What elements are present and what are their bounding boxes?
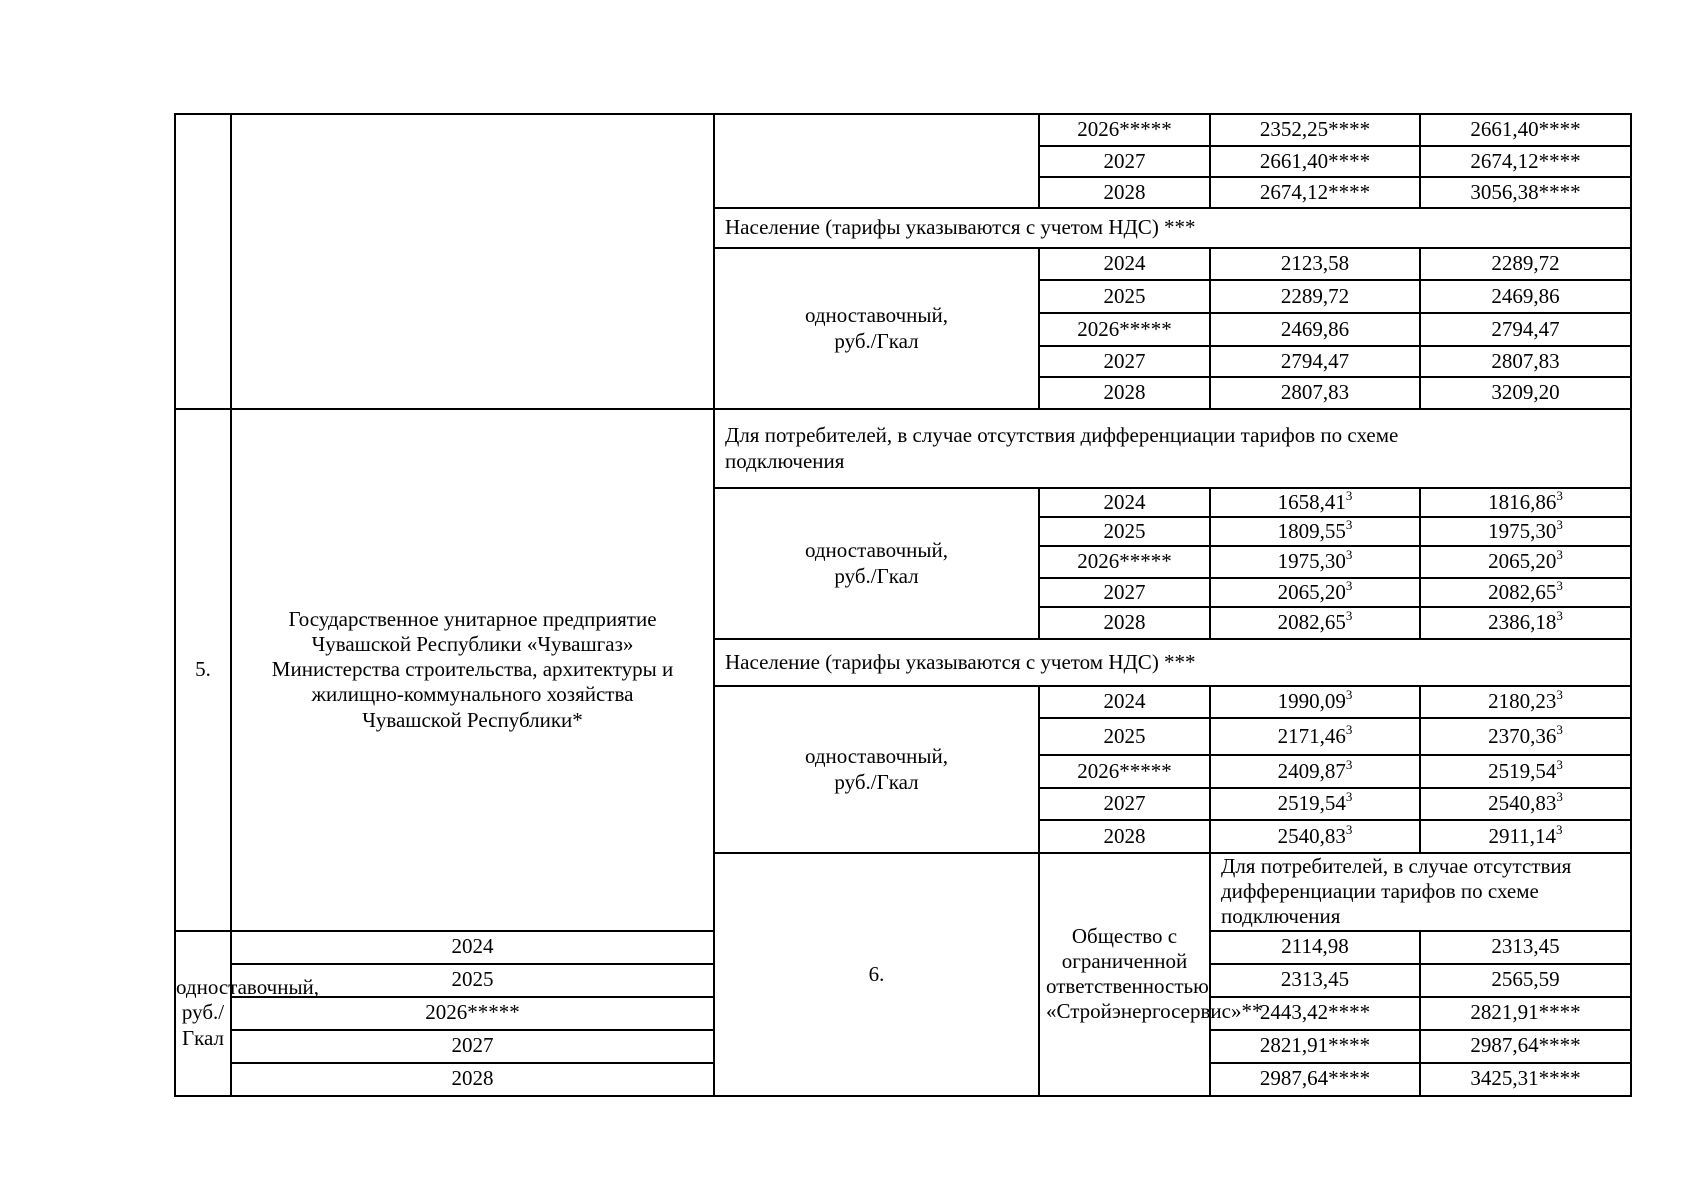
- tariff-second-half: [1420, 578, 1631, 607]
- rate-line: руб./Гкал: [181, 1000, 225, 1050]
- tariff-value: 1975,30: [1277, 549, 1346, 574]
- rate-line: одноставочный,: [176, 975, 320, 1000]
- year-cell: 2028: [1039, 177, 1210, 208]
- tariff-value: 2370,36: [1488, 723, 1557, 748]
- group-header: Население (тарифы указываются с учетом НДС) ***: [714, 639, 1631, 686]
- tariff-second-half: 3056,38****: [1420, 177, 1631, 208]
- tariff-second-half: [1420, 686, 1631, 718]
- tariff-second-half: 2313,45: [1420, 931, 1631, 964]
- year-cell: 2028: [1039, 607, 1210, 639]
- footnote-mark: 3: [1556, 789, 1563, 805]
- tariff-value: 2082,65: [1277, 610, 1346, 635]
- rate-cell: [714, 488, 1039, 639]
- footnote-mark: 3: [1556, 577, 1563, 593]
- tariff-value: 2065,20: [1488, 549, 1557, 574]
- rate-cell: [714, 114, 1039, 208]
- tariff-first-half: [1210, 686, 1420, 718]
- footnote-mark: 3: [1556, 547, 1563, 563]
- footnote-mark: 3: [1345, 516, 1353, 532]
- organization-line: Чувашской Республики «Чувашгаз»: [311, 632, 634, 656]
- tariff-first-half: 2313,45: [1210, 964, 1420, 997]
- rate-cell: [175, 931, 320, 1096]
- tariff-first-half: 2352,25****: [1210, 114, 1420, 146]
- tariff-second-half: 2674,12****: [1420, 146, 1631, 177]
- tariff-value: 2171,46: [1277, 723, 1346, 748]
- year-cell: 2027: [231, 1030, 714, 1063]
- footnote-mark: 3: [1345, 756, 1353, 772]
- tariff-first-half: [1210, 578, 1420, 607]
- rate-line: одноставочный,: [804, 538, 949, 563]
- tariff-first-half: [1210, 718, 1420, 755]
- tariff-first-half: [1210, 820, 1420, 853]
- tariff-first-half: 2114,98: [1210, 931, 1420, 964]
- group-header: [714, 409, 1631, 488]
- footnote-mark: 3: [1345, 487, 1353, 503]
- tariff-second-half: [1420, 546, 1631, 578]
- tariff-value: 2386,18: [1488, 610, 1557, 635]
- footnote-mark: 3: [1556, 687, 1563, 703]
- footnote-mark: 3: [1556, 721, 1563, 737]
- organization-line: жилищно-коммунального хозяйства: [311, 682, 634, 707]
- rate-line: руб./Гкал: [834, 328, 919, 353]
- year-cell: 2028: [1039, 820, 1210, 853]
- tariff-value: 2065,20: [1277, 579, 1346, 604]
- tariff-value: 1658,41: [1277, 489, 1346, 514]
- tariff-value: 2540,83: [1277, 823, 1346, 848]
- footnote-mark: 3: [1556, 487, 1563, 503]
- rate-line: руб./Гкал: [834, 769, 919, 794]
- tariff-value: 1990,09: [1277, 689, 1346, 714]
- tariff-second-half: 2661,40****: [1420, 114, 1631, 146]
- group-header: [1210, 853, 1631, 931]
- year-cell: 2024: [1039, 686, 1210, 718]
- tariff-first-half: 2674,12****: [1210, 177, 1420, 208]
- tariff-first-half: [1210, 488, 1420, 517]
- tariff-first-half: [1210, 607, 1420, 639]
- year-cell: 2024: [1039, 248, 1210, 280]
- tariff-second-half: 2565,59: [1420, 964, 1631, 997]
- year-cell: 2028: [231, 1063, 714, 1096]
- rate-cell: [714, 248, 1039, 409]
- footnote-mark: 3: [1555, 821, 1563, 837]
- year-cell: 2024: [1039, 488, 1210, 517]
- tariff-first-half: 2821,91****: [1210, 1030, 1420, 1063]
- tariff-first-half: [1210, 517, 1420, 546]
- footnote-mark: 3: [1345, 789, 1353, 805]
- tariff-second-half: 2807,83: [1420, 346, 1631, 377]
- tariff-first-half: [1210, 788, 1420, 820]
- organization-line: Государственное унитарное предприятие: [288, 606, 657, 631]
- row-number-cell: 6.: [714, 853, 1039, 1096]
- group-header-line: Для потребителей, в случае отсутствия дифференциации тарифов по схеме: [725, 423, 1399, 448]
- organization-cell: [231, 114, 714, 409]
- tariff-first-half: 2661,40****: [1210, 146, 1420, 177]
- tariff-second-half: 2987,64****: [1420, 1030, 1631, 1063]
- year-cell: 2025: [231, 964, 714, 997]
- year-cell: 2026*****: [1039, 313, 1210, 346]
- tariff-value: 2082,65: [1488, 579, 1557, 604]
- rate-line: одноставочный,: [804, 744, 949, 769]
- tariff-second-half: 3209,20: [1420, 377, 1631, 409]
- year-cell: 2025: [1039, 718, 1210, 755]
- tariff-second-half: 2794,47: [1420, 313, 1631, 346]
- organization-line: Чувашской Республики*: [362, 707, 583, 732]
- row-number-cell: 5.: [175, 409, 231, 931]
- year-cell: 2026*****: [1039, 114, 1210, 146]
- year-cell: 2027: [1039, 788, 1210, 820]
- tariff-value: 2409,87: [1277, 758, 1346, 783]
- year-cell: 2026*****: [1039, 546, 1210, 578]
- tariff-first-half: 2123,58: [1210, 248, 1420, 280]
- tariff-first-half: 2807,83: [1210, 377, 1420, 409]
- tariff-second-half: [1420, 788, 1631, 820]
- organization-cell: [1039, 853, 1263, 1096]
- row-number-cell: [175, 114, 231, 409]
- tariff-first-half: 2443,42****: [1210, 997, 1420, 1030]
- footnote-mark: 3: [1556, 756, 1563, 772]
- footnote-mark: 3: [1345, 821, 1353, 837]
- tariff-second-half: 2821,91****: [1420, 997, 1631, 1030]
- tariff-first-half: 2469,86: [1210, 313, 1420, 346]
- tariff-first-half: 2987,64****: [1210, 1063, 1420, 1096]
- tariff-first-half: 2289,72: [1210, 280, 1420, 313]
- tariff-second-half: [1420, 517, 1631, 546]
- tariff-value: 2911,14: [1488, 823, 1556, 848]
- year-cell: 2028: [1039, 377, 1210, 409]
- year-cell: 2025: [1039, 517, 1210, 546]
- footnote-mark: 3: [1556, 608, 1563, 624]
- year-cell: 2026*****: [231, 997, 714, 1030]
- tariff-second-half: [1420, 755, 1631, 788]
- tariff-second-half: [1420, 820, 1631, 853]
- rate-line: руб./Гкал: [834, 563, 919, 588]
- organization-line: Министерства строительства, архитектуры и: [271, 657, 674, 682]
- tariff-first-half: 2794,47: [1210, 346, 1420, 377]
- footnote-mark: 3: [1345, 721, 1353, 737]
- rate-cell: [714, 686, 1039, 853]
- footnote-mark: 3: [1345, 608, 1353, 624]
- tariff-value: 2519,54: [1277, 791, 1346, 816]
- tariff-first-half: [1210, 546, 1420, 578]
- year-cell: 2025: [1039, 280, 1210, 313]
- tariff-second-half: 3425,31****: [1420, 1063, 1631, 1096]
- tariff-value: 1975,30: [1488, 518, 1557, 543]
- footnote-mark: 3: [1556, 516, 1563, 532]
- group-header-line: подключения: [725, 448, 845, 473]
- group-header-line: Для потребителей, в случае отсутствия дифференциации тарифов по схеме: [1221, 854, 1572, 904]
- year-cell: 2027: [1039, 578, 1210, 607]
- tariff-value: 1816,86: [1488, 489, 1557, 514]
- year-cell: 2026*****: [1039, 755, 1210, 788]
- year-cell: 2024: [231, 931, 714, 964]
- footnote-mark: 3: [1345, 577, 1353, 593]
- tariff-value: 2540,83: [1488, 791, 1557, 816]
- tariff-second-half: [1420, 488, 1631, 517]
- tariff-first-half: [1210, 755, 1420, 788]
- organization-cell: [231, 409, 714, 931]
- tariff-table: [174, 113, 1632, 1097]
- rate-line: одноставочный,: [804, 303, 949, 328]
- tariff-second-half: 2469,86: [1420, 280, 1631, 313]
- year-cell: 2027: [1039, 146, 1210, 177]
- footnote-mark: 3: [1345, 547, 1353, 563]
- organization-line: Общество с ограниченной: [1061, 923, 1188, 974]
- group-header: Население (тарифы указываются с учетом НДС) ***: [714, 208, 1631, 248]
- organization-line: ответственностью «Стройэнергосервис»**: [1046, 974, 1263, 1024]
- tariff-value: 1809,55: [1277, 518, 1346, 543]
- group-header-line: подключения: [1221, 904, 1341, 929]
- year-cell: 2027: [1039, 346, 1210, 377]
- tariff-second-half: [1420, 718, 1631, 755]
- footnote-mark: 3: [1345, 687, 1353, 703]
- tariff-value: 2180,23: [1488, 689, 1557, 714]
- tariff-value: 2519,54: [1488, 758, 1557, 783]
- tariff-second-half: [1420, 607, 1631, 639]
- tariff-second-half: 2289,72: [1420, 248, 1631, 280]
